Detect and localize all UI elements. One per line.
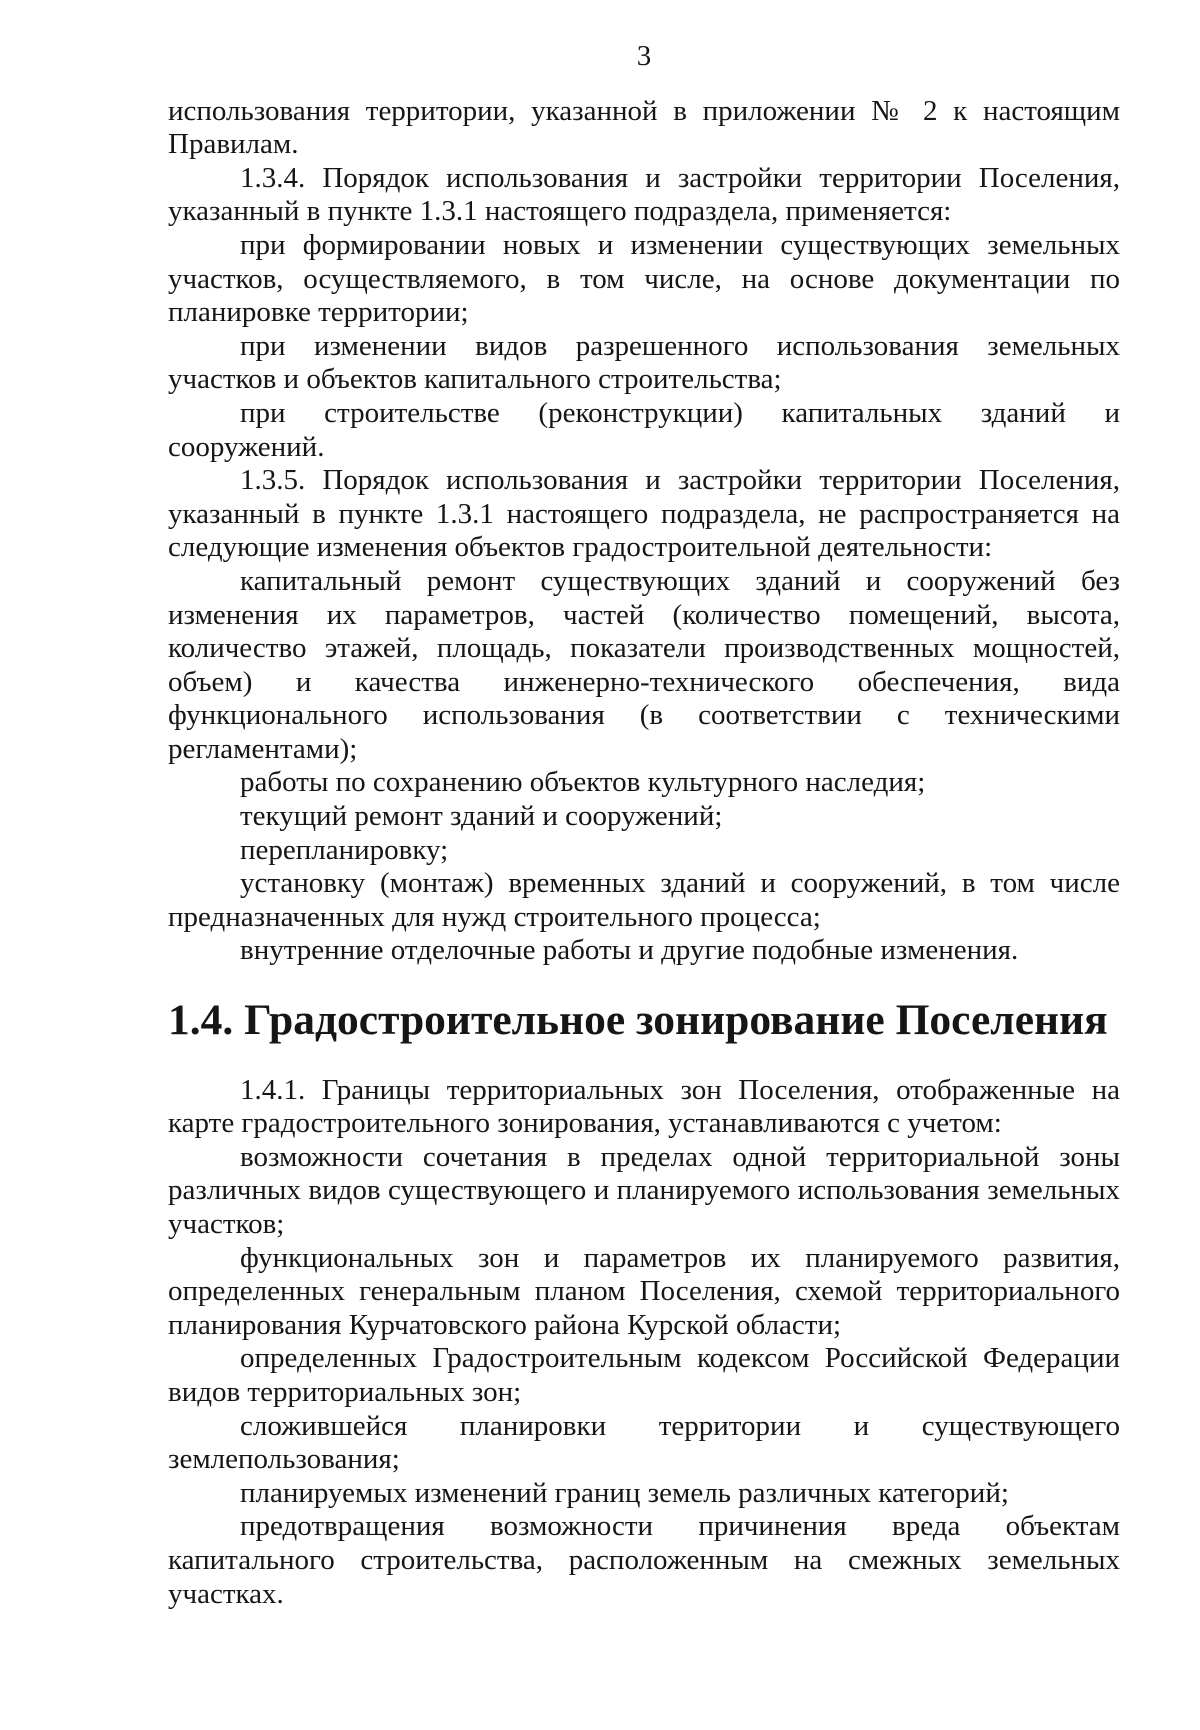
clause-1-3-5-item-3: текущий ремонт зданий и сооружений; — [240, 800, 723, 833]
clause-1-3-5-item-2: работы по сохранению объектов культурного наследия; — [240, 766, 926, 799]
clause-1-3-5-item-1: капитальный ремонт существующих зданий и сооружений без изменения их параметров, частей (количество помещений, высота, количество этажей, площадь, показатели производственных мощностей, объем) и качества инженерно-технического обеспечения, вида функционального использования (в соответствии с техническими регламентами); — [168, 564, 1120, 765]
clause-1-3-4-item-2: при изменении видов разрешенного использования земельных участков и объектов капитального строительства; — [168, 329, 1120, 396]
clause-1-4-1-item-5: планируемых изменений границ земель различных категорий; — [240, 1476, 1009, 1509]
clause-1-3-4-item-3: при строительстве (реконструкции) капитальных зданий и сооружений. — [168, 396, 1120, 463]
continuation-paragraph: использования территории, указанной в приложении № 2 к настоящим Правилам. — [168, 94, 1120, 161]
page-number: 3 — [636, 40, 652, 72]
clause-1-4-1-item-4: сложившейся планировки территории и существующего землепользования; — [168, 1409, 1120, 1476]
clause-1-4-1-item-2: функциональных зон и параметров их планируемого развития, определенных генеральным планом Поселения, схемой территориального планирования Курчатовского района Курской области; — [168, 1241, 1120, 1341]
clause-1-3-4: 1.3.4. Порядок использования и застройки территории Поселения, указанный в пункте 1.3.1 настоящего подраздела, применяется: — [168, 161, 1120, 228]
clause-1-3-4-item-1: при формировании новых и изменении существующих земельных участков, осуществляемого, в том числе, на основе документации по планировке территории; — [168, 228, 1120, 329]
section-heading-1-4: 1.4. Градостроительное зонирование Поселения — [168, 996, 1108, 1045]
clause-1-4-1-item-1: возможности сочетания в пределах одной территориальной зоны различных видов существующего и планируемого использования земельных участков; — [168, 1140, 1120, 1240]
clause-1-3-5-item-4: перепланировку; — [240, 833, 449, 866]
clause-1-3-5-item-5: установку (монтаж) временных зданий и сооружений, в том числе предназначенных для нужд строительного процесса; — [168, 867, 1120, 933]
clause-1-4-1-item-3: определенных Градостроительным кодексом Российской Федерации видов территориальных зон; — [168, 1342, 1120, 1408]
document-page — [168, 40, 1120, 1611]
clause-1-4-1: 1.4.1. Границы территориальных зон Поселения, отображенные на карте градостроительного зонирования, устанавливаются с учетом: — [168, 1073, 1120, 1140]
clause-1-3-5-item-6: внутренние отделочные работы и другие подобные изменения. — [240, 934, 1019, 967]
clause-1-4-1-item-6: предотвращения возможности причинения вреда объектам капитального строительства, расположенным на смежных земельных участках. — [168, 1510, 1120, 1610]
clause-1-3-5: 1.3.5. Порядок использования и застройки территории Поселения, указанный в пункте 1.3.1 настоящего подраздела, не распространяется на следующие изменения объектов градостроительной деятельности: — [168, 464, 1120, 564]
